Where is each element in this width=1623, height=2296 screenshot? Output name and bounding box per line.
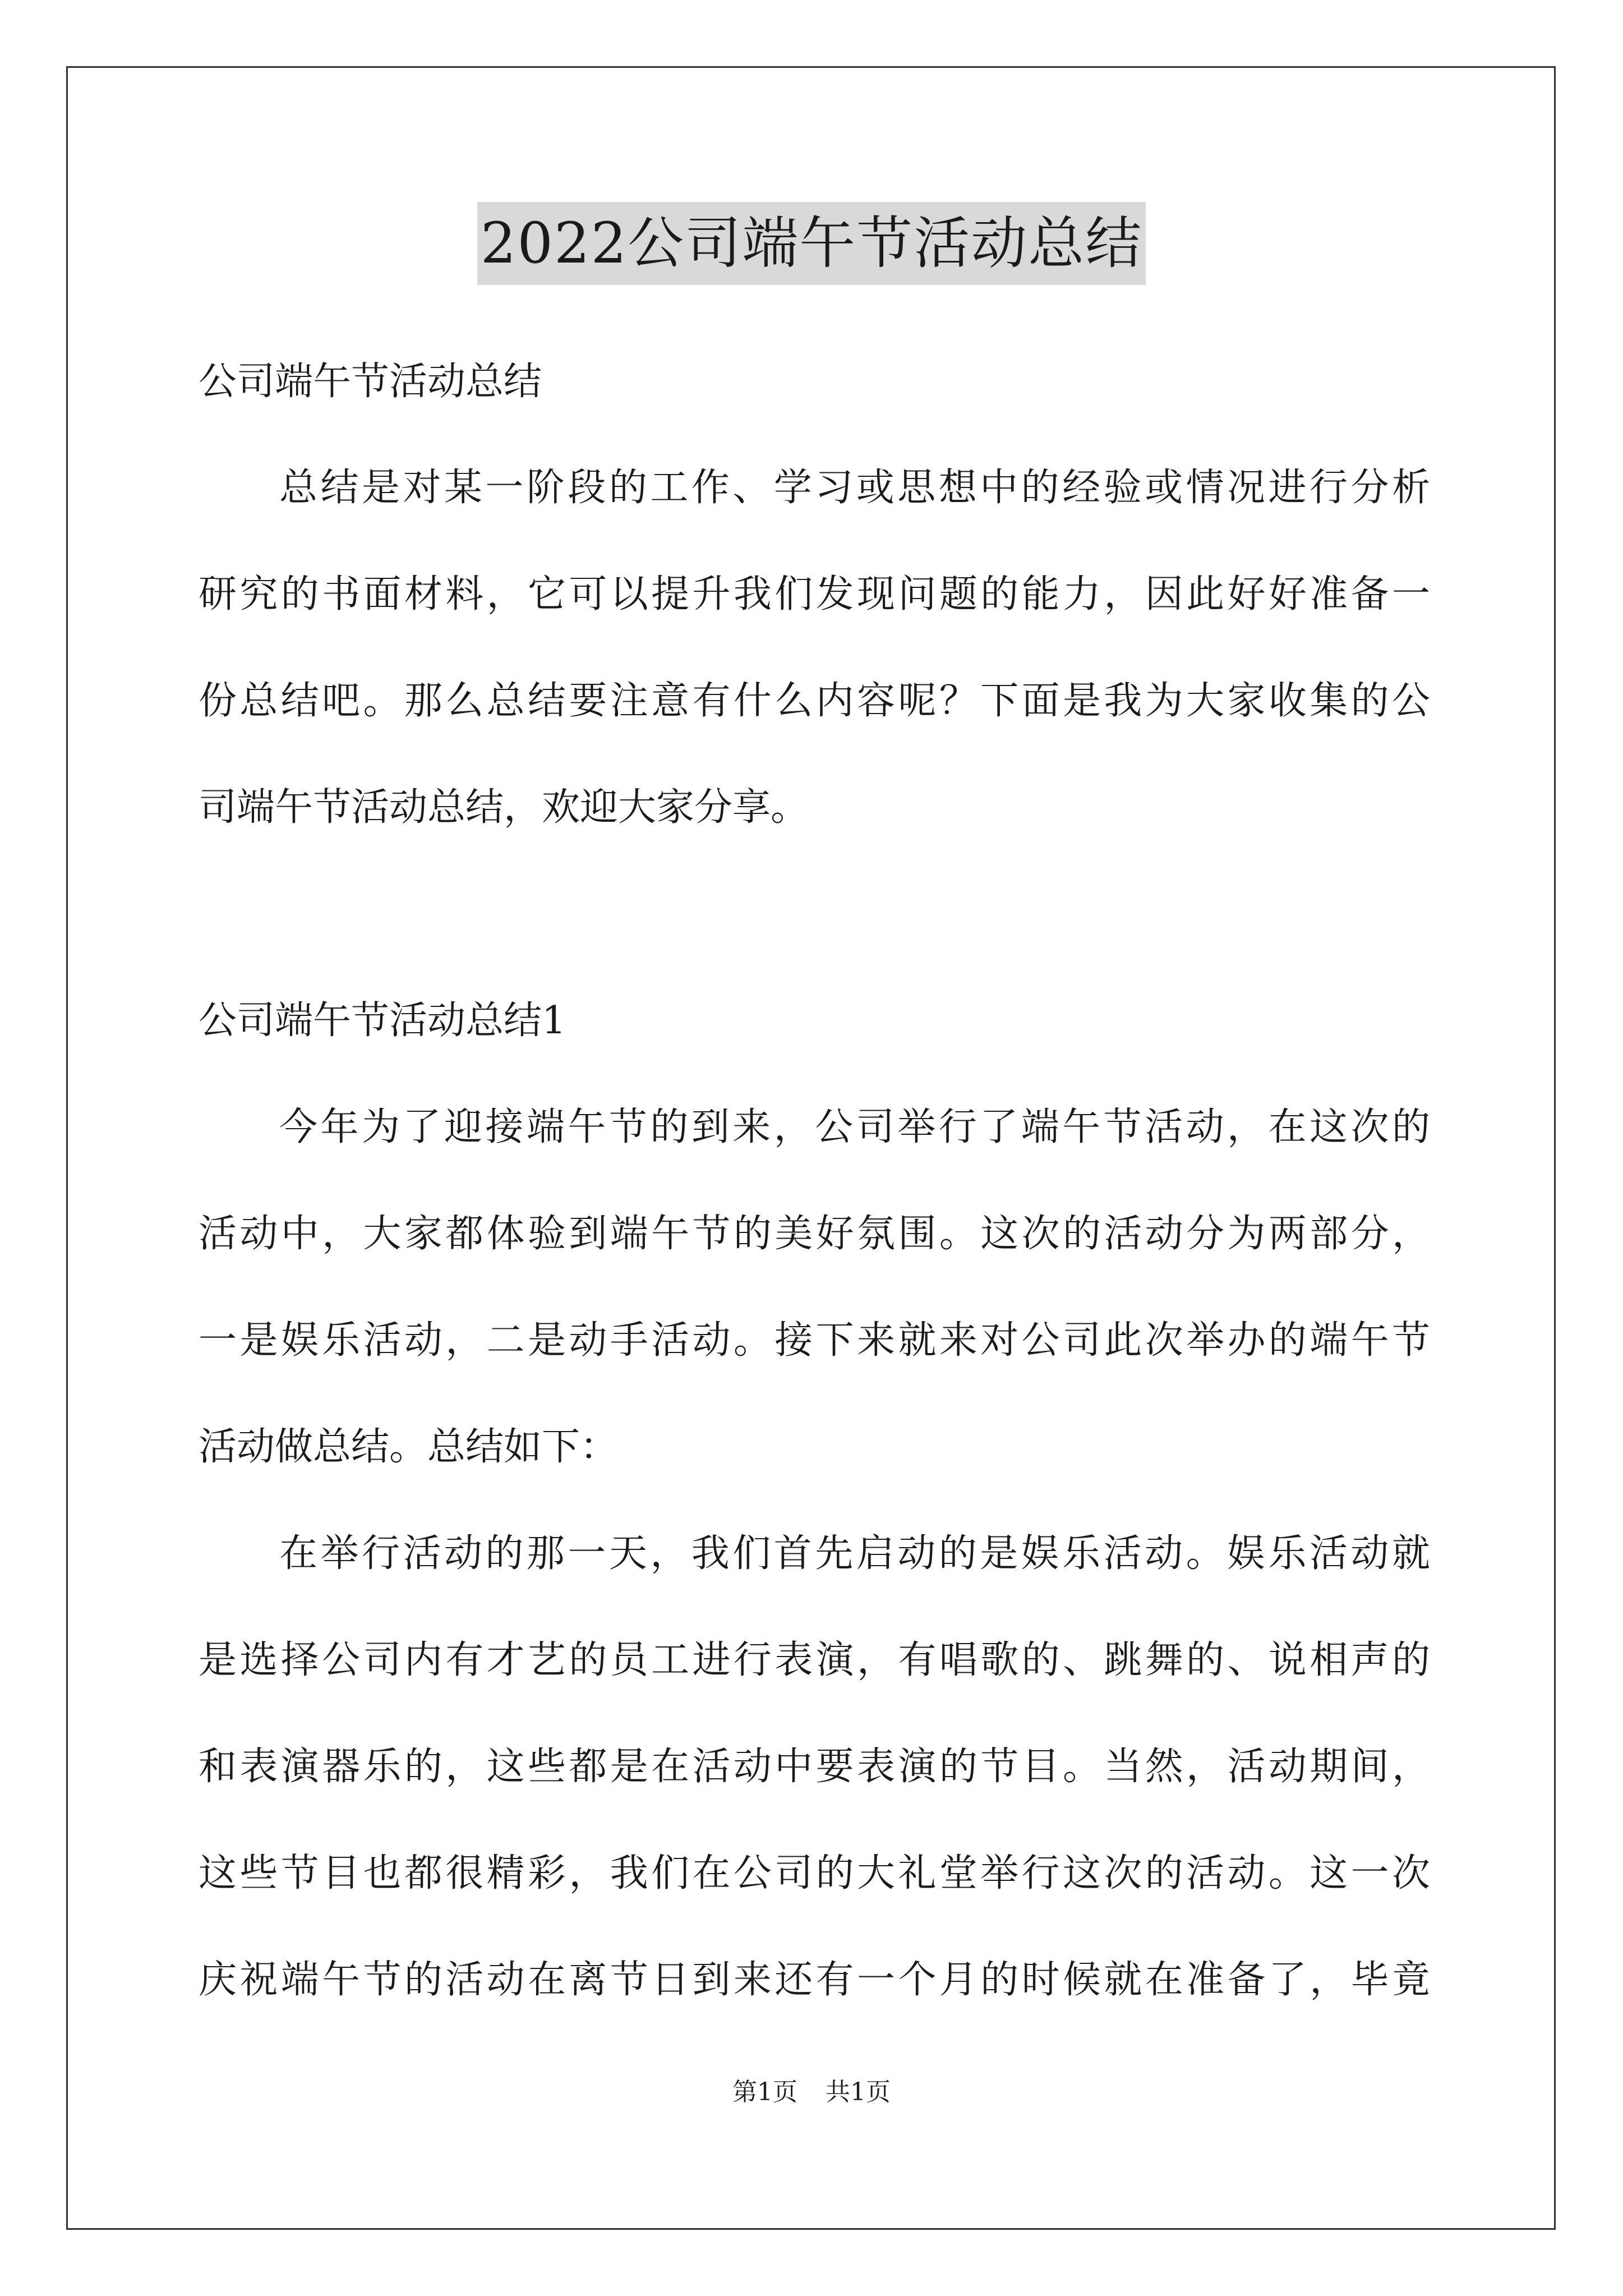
document-title: 2022公司端午节活动总结 — [477, 202, 1146, 285]
body-line: 这些节目也都很精彩，我们在公司的大礼堂举行这次的活动。这一次 — [199, 1851, 1430, 1895]
section-heading: 公司端午节活动总结1 — [199, 999, 566, 1043]
intro-line: 总结是对某一阶段的工作、学习或思想中的经验或情况进行分析 — [279, 466, 1430, 510]
body-line: 和表演器乐的，这些都是在活动中要表演的节目。当然，活动期间， — [199, 1745, 1430, 1789]
body-line: 活动中，大家都体验到端午节的美好氛围。这次的活动分为两部分， — [199, 1212, 1430, 1256]
page-footer — [0, 2076, 1623, 2109]
title-area — [0, 202, 1623, 285]
body-line: 在举行活动的那一天，我们首先启动的是娱乐活动。娱乐活动就 — [279, 1531, 1430, 1576]
body-line: 今年为了迎接端午节的到来，公司举行了端午节活动，在这次的 — [279, 1105, 1430, 1149]
intro-line: 份总结吧。那么总结要注意有什么内容呢？下面是我为大家收集的公 — [199, 679, 1430, 723]
body-line: 一是娱乐活动，二是动手活动。接下来就来对公司此次举办的端午节 — [199, 1318, 1430, 1363]
intro-line: 司端午节活动总结，欢迎大家分享。 — [199, 785, 809, 830]
body-line: 庆祝端午节的活动在离节日到来还有一个月的时候就在准备了，毕竟 — [199, 1958, 1430, 2002]
intro-line: 研究的书面材料，它可以提升我们发现问题的能力，因此好好准备一 — [199, 572, 1430, 616]
page-number: 第1页 — [732, 2078, 797, 2106]
body-line: 活动做总结。总结如下： — [199, 1425, 619, 1469]
page-total: 共1页 — [826, 2078, 891, 2106]
section-heading: 公司端午节活动总结 — [199, 360, 542, 404]
body-line: 是选择公司内有才艺的员工进行表演，有唱歌的、跳舞的、说相声的 — [199, 1638, 1430, 1682]
